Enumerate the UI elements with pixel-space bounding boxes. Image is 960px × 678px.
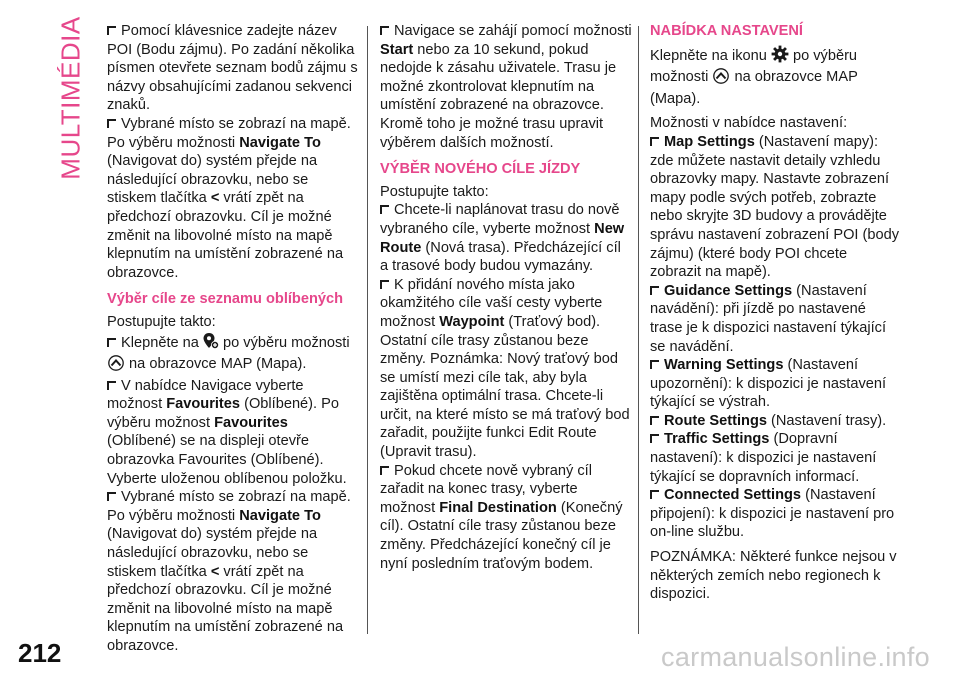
column-divider <box>367 26 368 634</box>
option-label: Favourites <box>166 396 241 413</box>
option-label: Start <box>380 41 414 58</box>
back-button-glyph: < <box>210 190 220 207</box>
bullet-icon <box>650 286 661 296</box>
option-label: Final Destination <box>439 499 557 516</box>
bullet-icon <box>650 416 661 426</box>
paragraph: Navigace se zahájí pomocí možnosti Start nebo za 10 sekund, pokud nedojde k zásahu uživatele. Trasu je možné zkontrolovat klepnutím na umístění zobrazené na obrazovce. Kromě toho je možné trasu upravit výběrem dalších možností. <box>380 23 632 151</box>
paragraph: Vybrané místo se zobrazí na mapě. Po výběru možnosti Navigate To (Navigovat do) systém přejde na následující obrazovku, nebo se stiskem tlačítka < vrátí zpět na předchozí obrazovku. Cíl je možné změnit na libovolné místo na mapě klepnutím na umístění zobrazené na obrazovce. <box>107 115 351 281</box>
section-tab: MULTIMÉDIA <box>55 16 86 180</box>
settings-item: Connected Settings (Nastavení připojení): k dispozici je nastavení pro on-line službu. <box>650 487 895 541</box>
section-heading: VÝBĚR NOVÉHO CÍLE JÍZDY <box>380 161 581 178</box>
bullet-icon <box>107 26 118 36</box>
bullet-icon <box>107 381 118 391</box>
page-number: 212 <box>18 638 62 668</box>
settings-item: Route Settings (Nastavení trasy). <box>650 412 902 431</box>
section-heading: NABÍDKA NASTAVENÍ <box>650 23 803 39</box>
gear-icon <box>771 45 789 69</box>
bullet-icon <box>650 137 661 147</box>
paragraph: Klepněte na po výběru možnosti na obrazovce MAP (Mapa). <box>107 332 359 377</box>
option-label: Guidance Settings <box>664 282 793 299</box>
navigation-chevron-icon <box>712 68 730 90</box>
bullet-icon <box>650 490 661 500</box>
bullet-icon <box>380 280 391 290</box>
option-label: Waypoint <box>439 313 505 330</box>
option-label: Favourites <box>214 414 288 431</box>
settings-item: Traffic Settings (Dopravní nastavení): k dispozici je nastavení týkající se dopravních informací. <box>650 431 877 485</box>
option-label: Traffic Settings <box>664 431 770 448</box>
section-heading: Výběr cíle ze seznamu oblíbených <box>107 291 344 308</box>
settings-item: Guidance Settings (Nastavení navádění): při jízdě po nastavené trase je k dispozici nastavení týkající se navádění. <box>650 282 887 355</box>
bullet-icon <box>107 119 118 129</box>
navigation-chevron-icon <box>107 355 125 377</box>
column-divider <box>638 26 639 634</box>
add-favourite-icon <box>203 332 219 356</box>
paragraph: Klepněte na ikonu po výběru možnosti na obrazovce MAP (Mapa). <box>650 45 902 109</box>
bullet-icon <box>380 26 391 36</box>
bullet-icon <box>107 492 118 502</box>
bullet-icon <box>380 205 391 215</box>
paragraph: Vybrané místo se zobrazí na mapě. Po výběru možnosti Navigate To (Navigovat do) systém přejde na následující obrazovku, nebo se stiskem tlačítka < vrátí zpět na předchozí obrazovku. Cíl je možné změnit na libovolné místo na mapě klepnutím na umístění zobrazené na obrazovce. <box>107 489 351 654</box>
settings-item: Map Settings (Nastavení mapy): zde můžete nastavit detaily vzhledu obrazovky mapy. Nastavte zobrazení mapy podle svých potřeb, zobrazte nebo skryjte 3D budovy a provádějte správu nastavení zobrazení POI (body zájmu) (které body POI chcete zobrazit na mapě). <box>650 133 900 281</box>
paragraph: Pokud chcete nově vybraný cíl zařadit na konec trasy, vyberte možnost Final Destination (Konečný cíl). Ostatní cíle trasy zůstanou beze změny. Předcházející konečný cíl je nyní posledním traťovým bodem. <box>380 462 623 572</box>
watermark: carmanualsonline.info <box>661 642 930 672</box>
option-label: Connected Settings <box>664 487 802 504</box>
note: POZNÁMKA: Některé funkce nejsou v některých zemích nebo regionech k dispozici. <box>650 549 897 603</box>
option-label: Navigate To <box>239 507 321 524</box>
bullet-icon <box>107 338 118 348</box>
paragraph: Postupujte takto: <box>107 313 216 330</box>
column-middle <box>380 22 632 573</box>
paragraph: Postupujte takto: <box>380 183 489 200</box>
settings-item: Warning Settings (Nastavení upozornění): k dispozici je nastavení týkající se výstrah. <box>650 357 887 411</box>
bullet-icon <box>650 360 661 370</box>
bullet-icon <box>380 466 391 476</box>
bullet-icon <box>650 434 661 444</box>
option-label: Route Settings <box>664 412 767 429</box>
paragraph: Možnosti v nabídce nastavení: <box>650 115 848 132</box>
option-label: Map Settings <box>664 133 755 150</box>
back-button-glyph: < <box>210 563 220 580</box>
paragraph: V nabídce Navigace vyberte možnost Favourites (Oblíbené). Po výběru možnost Favourites (Oblíbené) se na displeji otevře obrazovka Favourites (Oblíbené). Vyberte uloženou oblíbenou položku. <box>107 377 347 487</box>
option-label: Navigate To <box>239 134 321 151</box>
column-right <box>650 22 902 604</box>
paragraph: Chcete-li naplánovat trasu do nově vybraného cíle, vyberte možnost New Route (Nová trasa). Předcházející cíl a trasové body budou vymazány. <box>380 202 625 275</box>
paragraph: Pomocí klávesnice zadejte název POI (Bodu zájmu). Po zadání několika písmen otevřete seznam bodů zájmu s názvy obsahujícími zadanou sekvenci znaků. <box>107 23 358 114</box>
option-label: New Route <box>380 220 625 256</box>
paragraph: K přidání nového místa jako okamžitého cíle vaší cesty vyberte možnost Waypoint (Traťový bod). Ostatní cíle trasy zůstanou beze změny. Poznámka: Nový traťový bod se umístí mezi cíle tak, aby byla zajištěna optimální trasa. Chcete-li určit, na které místo se má traťový bod zařadit, použijte funkci Edit Route (Upravit trasu). <box>380 276 630 461</box>
column-left <box>107 22 359 656</box>
option-label: Warning Settings <box>664 357 784 374</box>
